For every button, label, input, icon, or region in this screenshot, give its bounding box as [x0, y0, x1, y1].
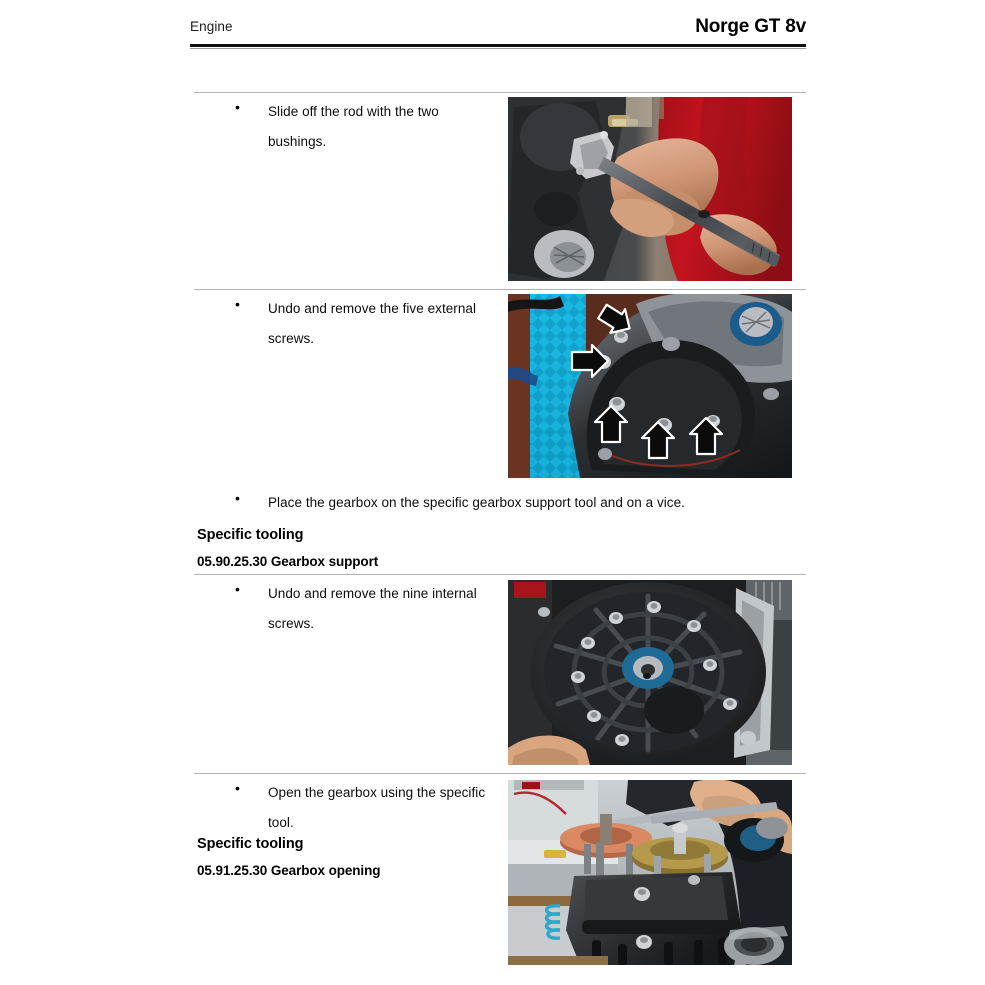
- specific-tooling-code-2: 05.91.25.30 Gearbox opening: [197, 863, 381, 878]
- photo-five-external-screws: [508, 294, 792, 478]
- section-divider-2: [194, 289, 806, 290]
- photo-nine-internal-screws: [508, 580, 792, 765]
- section-divider-4: [194, 773, 806, 774]
- header-model-title: Norge GT 8v: [695, 16, 806, 37]
- header-section-label: Engine: [190, 19, 233, 34]
- header-divider-thin: [190, 48, 806, 49]
- step-1-text: Slide off the rod with the two bushings.: [268, 104, 439, 149]
- bullet-marker: •: [235, 296, 240, 312]
- photo-gearbox-opening-tool: [508, 780, 792, 965]
- step-4-text: Undo and remove the nine internal screws.: [268, 586, 477, 631]
- header-divider: [190, 44, 806, 47]
- section-divider-3: [194, 574, 806, 575]
- specific-tooling-heading-1: Specific tooling: [197, 527, 304, 543]
- bullet-marker: •: [235, 581, 240, 597]
- page-header: [190, 18, 806, 44]
- specific-tooling-heading-2: Specific tooling: [197, 836, 304, 852]
- bullet-marker: •: [235, 780, 240, 796]
- step-2-text: Undo and remove the five external screws.: [268, 301, 477, 346]
- step-3-text: Place the gearbox on the specific gearbox support tool and on a vice.: [268, 495, 685, 510]
- step-5-text: Open the gearbox using the specific tool.: [268, 785, 486, 830]
- bullet-marker: •: [235, 99, 240, 115]
- photo-rod-with-bushings: [508, 97, 792, 281]
- bullet-marker: •: [235, 490, 240, 506]
- specific-tooling-code-1: 05.90.25.30 Gearbox support: [197, 554, 379, 569]
- section-divider-1: [194, 92, 806, 93]
